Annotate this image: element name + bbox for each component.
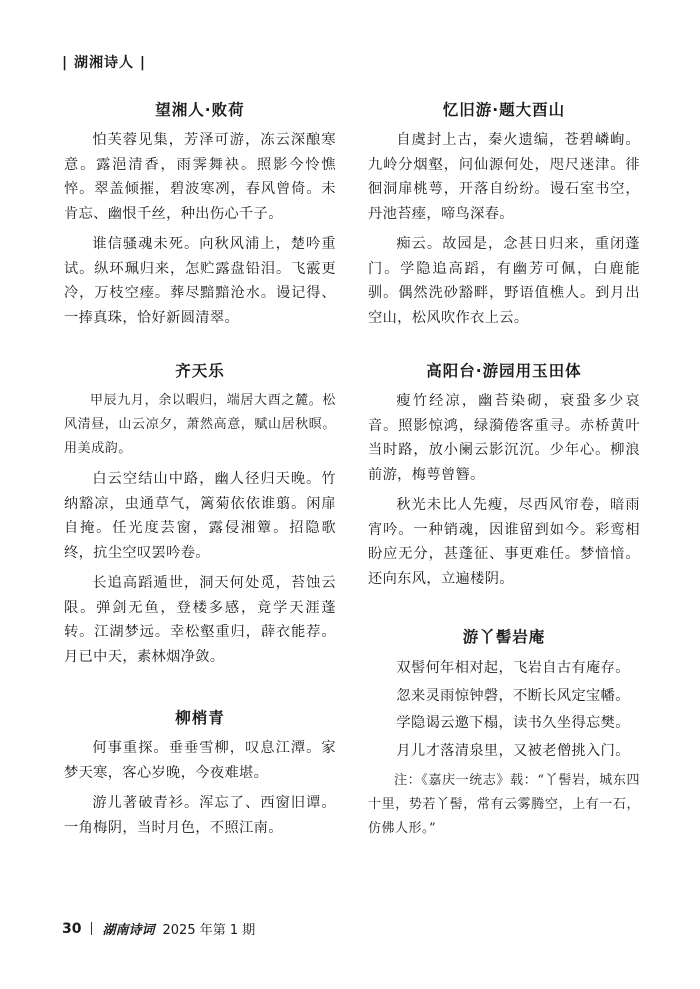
poem-paragraph: 白云空结山中路，幽人径归天晚。竹纳豁凉，虫通草气，篱菊依依谁翦。闲扉自掩。任光度芸窗，露侵湘簟。招隐歌终，抗尘空叹罢吟卷。: [64, 471, 336, 561]
poem-yijiuyou: [368, 98, 640, 336]
poem-verse: 双髻何年相对起，飞岩自古有庵存。: [396, 660, 630, 676]
poem-title: 高阳台·游园用玉田体: [426, 362, 582, 380]
poem-title: 望湘人·败荷: [155, 101, 245, 119]
poem-note: 注：《嘉庆一统志》载：“丫髻岩，城东四十里，势若丫髻，常有云雾腾空，上有一石，仿佛人形。”: [368, 773, 640, 836]
poem-verse: 忽来灵雨惊钟磬，不断长风定宝幡。: [396, 687, 630, 704]
poem-paragraph: 游儿著破青衫。浑忘了、西窗旧谭。一角梅阴，当时月色，不照江南。: [64, 795, 336, 836]
footer-divider: [91, 922, 92, 935]
page-footer: [62, 919, 255, 938]
poem-title: 游丫髻岩庵: [462, 628, 546, 646]
issue-label: 2025 年第 1 期: [162, 923, 256, 938]
poem-paragraph: 自虞封上古，秦火遗编，苍碧嶙峋。九岭分烟壑，问仙源何处，咫尺迷津。徘徊洞扉桃萼，开落自纷纷。谩石室书空，丹池苔瘗，啼鸟深春。: [368, 132, 640, 222]
magazine-name: 湖南诗词: [102, 923, 155, 938]
poem-verse: 学隐谒云邀下榻，读书久坐得忘樊。: [396, 715, 630, 731]
poem-preface: 甲辰九月，余以暇归，端居大酉之麓。松风清昼，山云凉夕，萧然高意，赋山居秋暝。用美成韵。: [64, 393, 337, 456]
poem-yatou: [368, 625, 640, 841]
poem-title: 柳梢青: [175, 709, 225, 727]
poem-verse: 月儿才落清泉里，又被老僧挑入门。: [396, 742, 630, 759]
poem-paragraph: 何事重探。垂垂雪柳，叹息江潭。家梦天寒，客心岁晚，今夜难堪。: [64, 740, 336, 781]
poem-paragraph: 长追高蹈遁世，洞天何处觅，苔蚀云限。弹剑无鱼，登楼多感，竟学天涯蓬转。江湖梦远。幸松壑重归，薜衣能荐。月已中天，素林烟净敛。: [64, 575, 336, 665]
poem-paragraph: 痴云。故园是，念甚日归来，重闭蓬门。学隐追高蹈，有幽芳可佩，白鹿能驯。偶然洗砂豁畔，野语值樵人。到月出空山，松风吹作衣上云。: [368, 236, 640, 326]
section-header: | 湖湘诗人 |: [62, 55, 146, 71]
poem-liushaoqing: [64, 706, 336, 846]
page-number: 30: [62, 920, 82, 937]
poem-qitianle: [64, 359, 336, 675]
poem-paragraph: 瘦竹经凉，幽苔染砌，衰蛩多少哀音。照影惊鸿，绿漪倦客重寻。赤桥黄叶当时路，放小阑云影沉沉。少年心。柳浪前游，梅萼曾簪。: [368, 393, 640, 483]
poem-title: 齐天乐: [175, 362, 225, 380]
poem-gaoyangtai: [368, 359, 640, 597]
poem-paragraph: 怕芙蓉见集，芳泽可游，冻云深酿寒意。露浥清香，雨霁舞袂。照影今怜憔悴。翠盖倾摧，碧波寒冽，春风曾倚。未肯忘、幽恨千丝，种出伤心千子。: [64, 132, 336, 222]
poem-title: 忆旧游·题大酉山: [442, 101, 566, 119]
poem-paragraph: 谁信骚魂未死。向秋风浦上，楚吟重试。纵环珮归来，怎贮露盘铅泪。飞霰更冷，万枝空瘗。葬尽黯黯沧水。谩记得、一捧真珠，恰好新圆清翠。: [64, 236, 336, 326]
poem-paragraph: 秋光未比人先瘦，尽西风帘卷，暗雨宵吟。一种销魂，因谁留到如今。彩鸾相盼应无分，甚蓬征、事更难任。梦愔愔。还向东风，立遍楼阴。: [368, 497, 640, 587]
poem-wangxiang: [64, 98, 336, 336]
